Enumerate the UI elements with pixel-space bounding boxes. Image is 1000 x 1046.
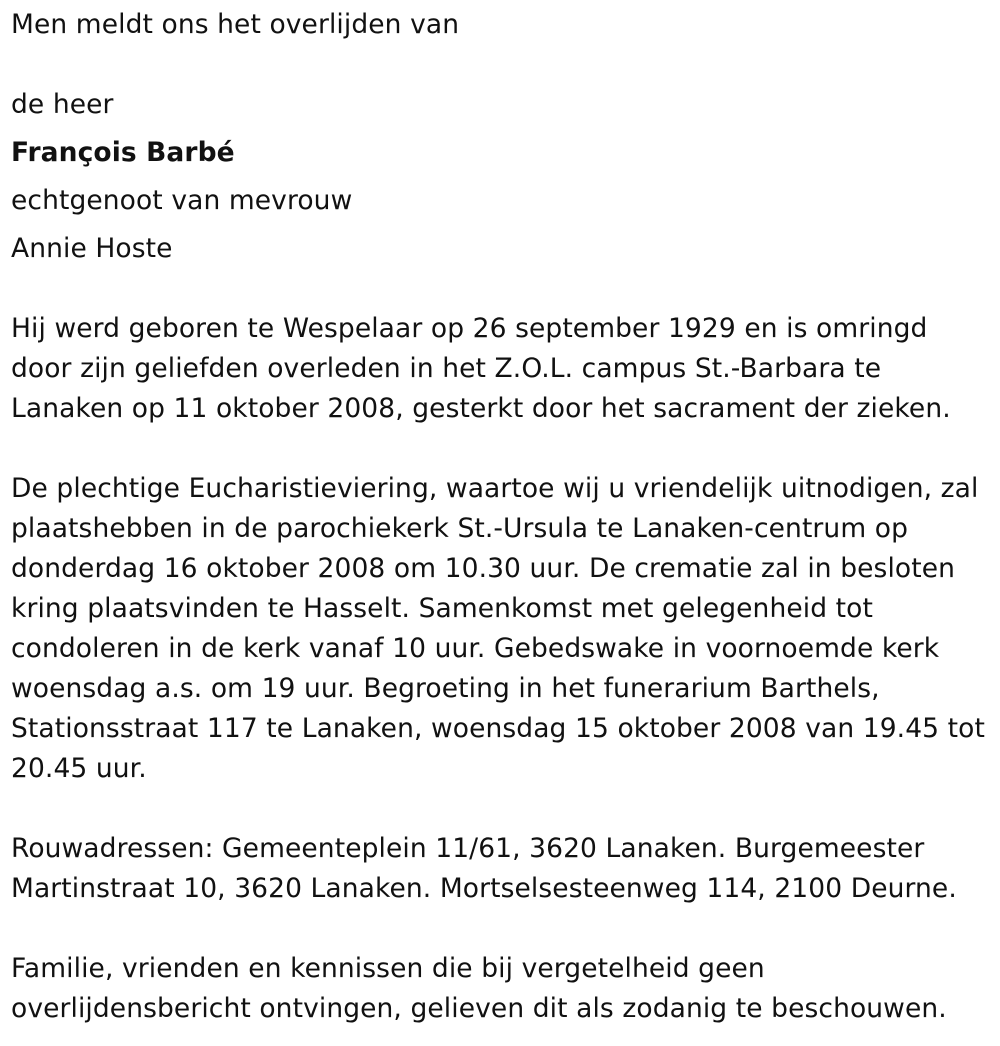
deceased-name: François Barbé bbox=[11, 137, 235, 168]
ceremony-line: Stationsstraat 117 te Lanaken, woensdag 15 oktober 2008 van 19.45 tot bbox=[11, 713, 985, 744]
ceremony-line: De plechtige Eucharistieviering, waartoe wij u vriendelijk uitnodigen, zal bbox=[11, 473, 979, 504]
ceremony-line: kring plaatsvinden te Hasselt. Samenkomst met gelegenheid tot bbox=[11, 593, 873, 624]
ceremony-line: 20.45 uur. bbox=[11, 753, 147, 784]
ceremony-line: plaatshebben in de parochiekerk St.-Ursula te Lanaken-centrum op bbox=[11, 513, 908, 544]
ceremony-line: donderdag 16 oktober 2008 om 10.30 uur. De crematie zal in besloten bbox=[11, 553, 956, 584]
spouse-label: echtgenoot van mevrouw bbox=[11, 185, 353, 216]
closing-line: overlijdensbericht ontvingen, gelieven dit als zodanig te beschouwen. bbox=[11, 993, 947, 1024]
birth-death-line: Hij werd geboren te Wespelaar op 26 september 1929 en is omringd bbox=[11, 313, 928, 344]
address-line: Rouwadressen: Gemeenteplein 11/61, 3620 Lanaken. Burgemeester bbox=[11, 833, 925, 864]
address-line: Martinstraat 10, 3620 Lanaken. Mortselsesteenweg 114, 2100 Deurne. bbox=[11, 873, 957, 904]
intro-text: Men meldt ons het overlijden van bbox=[11, 9, 460, 40]
title-prefix: de heer bbox=[11, 89, 114, 120]
ceremony-line: condoleren in de kerk vanaf 10 uur. Gebedswake in voornoemde kerk bbox=[11, 633, 940, 664]
birth-death-line: door zijn geliefden overleden in het Z.O.L. campus St.-Barbara te bbox=[11, 353, 882, 384]
spouse-name: Annie Hoste bbox=[11, 233, 173, 264]
birth-death-line: Lanaken op 11 oktober 2008, gesterkt door het sacrament der zieken. bbox=[11, 393, 951, 424]
ceremony-line: woensdag a.s. om 19 uur. Begroeting in het funerarium Barthels, bbox=[11, 673, 880, 704]
closing-line: Familie, vrienden en kennissen die bij vergetelheid geen bbox=[11, 953, 765, 984]
